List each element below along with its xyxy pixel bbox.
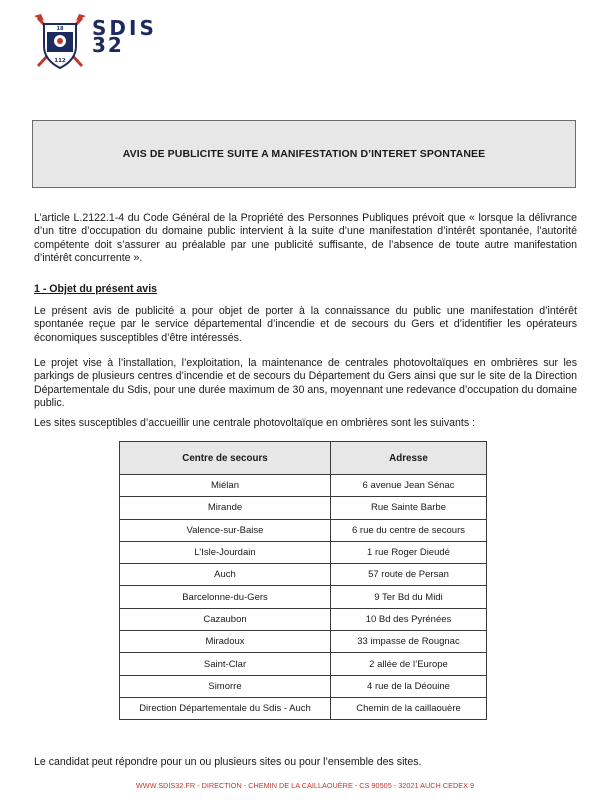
logo-number-top: 18	[56, 26, 64, 32]
table-row	[120, 497, 487, 519]
centre-cell: Simorre	[120, 675, 331, 697]
table-row	[120, 475, 487, 497]
section-heading: 1 - Objet du présent avis	[34, 283, 158, 295]
address-cell: 1 rue Roger Dieudé	[331, 541, 487, 563]
address-cell: 4 rue de la Déouine	[331, 675, 487, 697]
centre-cell: Direction Départementale du Sdis - Auch	[120, 697, 331, 719]
table-row	[120, 564, 487, 586]
address-cell: 33 impasse de Rougnac	[331, 631, 487, 653]
address-cell: 6 avenue Jean Sénac	[331, 475, 487, 497]
table-row	[120, 631, 487, 653]
table-row	[120, 586, 487, 608]
intro-paragraph: L’article L.2122.1-4 du Code Général de la Propriété des Personnes Publiques prévoit que « lorsque la délivrance d’un titre d’occupation du domaine public intervient à la suite d’une manifestation d’intérêt spontanée, l’autorité compétente doit s’assurer au préalable par une publicité suffisante, de l’absence de toute autre manifestation d’intérêt concurrente ».	[34, 212, 577, 264]
paragraph-sites-intro: Les sites susceptibles d’accueillir une centrale photovoltaïque en ombrières sont les suivants :	[34, 417, 476, 429]
footer-address: WWW.SDIS32.FR - DIRECTION - CHEMIN DE LA CAILLAOUÈRE - CS 90505 - 32021 AUCH CEDEX 9	[135, 781, 475, 790]
centre-cell: Barcelonne-du-Gers	[120, 586, 331, 608]
centre-cell: Miradoux	[120, 631, 331, 653]
address-cell: 9 Ter Bd du Midi	[331, 586, 487, 608]
paragraph-project: Le projet vise à l’installation, l’exploitation, la maintenance de centrales photovoltaïques en ombrières sur les parkings de plusieurs centres d’incendie et de secours du Département du Gers ainsi que sur le site de la Direction Départementale du Sdis, pour une durée maximum de 30 ans, moyennant une redevance d’occupation du domaine public.	[34, 357, 577, 409]
notice-title-box	[32, 120, 576, 188]
paragraph-response: Le candidat peut répondre pour un ou plusieurs sites ou pour l’ensemble des sites.	[34, 756, 422, 768]
address-cell: 57 route de Persan	[331, 564, 487, 586]
centre-cell: L’Isle-Jourdain	[120, 541, 331, 563]
column-header: Centre de secours	[120, 442, 331, 475]
address-cell: Chemin de la caillaouère	[331, 697, 487, 719]
centre-cell: Cazaubon	[120, 608, 331, 630]
centre-cell: Mirande	[120, 497, 331, 519]
table-header-row	[120, 442, 487, 475]
centre-cell: Miélan	[120, 475, 331, 497]
table-row	[120, 519, 487, 541]
brand-wordmark	[92, 16, 157, 57]
column-header: Adresse	[331, 442, 487, 475]
sdis-logo	[30, 12, 90, 72]
address-cell: 2 allée de l’Europe	[331, 653, 487, 675]
table-row	[120, 653, 487, 675]
notice-title: AVIS DE PUBLICITE SUITE A MANIFESTATION D’INTERET SPONTANEE	[122, 148, 486, 160]
address-cell: 6 rue du centre de secours	[331, 519, 487, 541]
table-row	[120, 541, 487, 563]
brand-line2: 32	[92, 33, 124, 57]
logo-number-bottom: 112	[54, 58, 66, 64]
table-row	[120, 675, 487, 697]
paragraph-purpose: Le présent avis de publicité a pour objet de porter à la connaissance du public une manifestation d’intérêt spontanée reçue par le service départemental d’incendie et de secours du Gers et d’identifier les opérateurs économiques susceptibles d’être intéressés.	[34, 305, 577, 344]
table-row	[120, 697, 487, 719]
address-cell: 10 Bd des Pyrénées	[331, 608, 487, 630]
sites-table	[119, 441, 487, 720]
centre-cell: Auch	[120, 564, 331, 586]
address-cell: Rue Sainte Barbe	[331, 497, 487, 519]
table-row	[120, 608, 487, 630]
brand-line1: SDIS	[92, 16, 157, 40]
centre-cell: Saint-Clar	[120, 653, 331, 675]
centre-cell: Valence-sur-Baise	[120, 519, 331, 541]
